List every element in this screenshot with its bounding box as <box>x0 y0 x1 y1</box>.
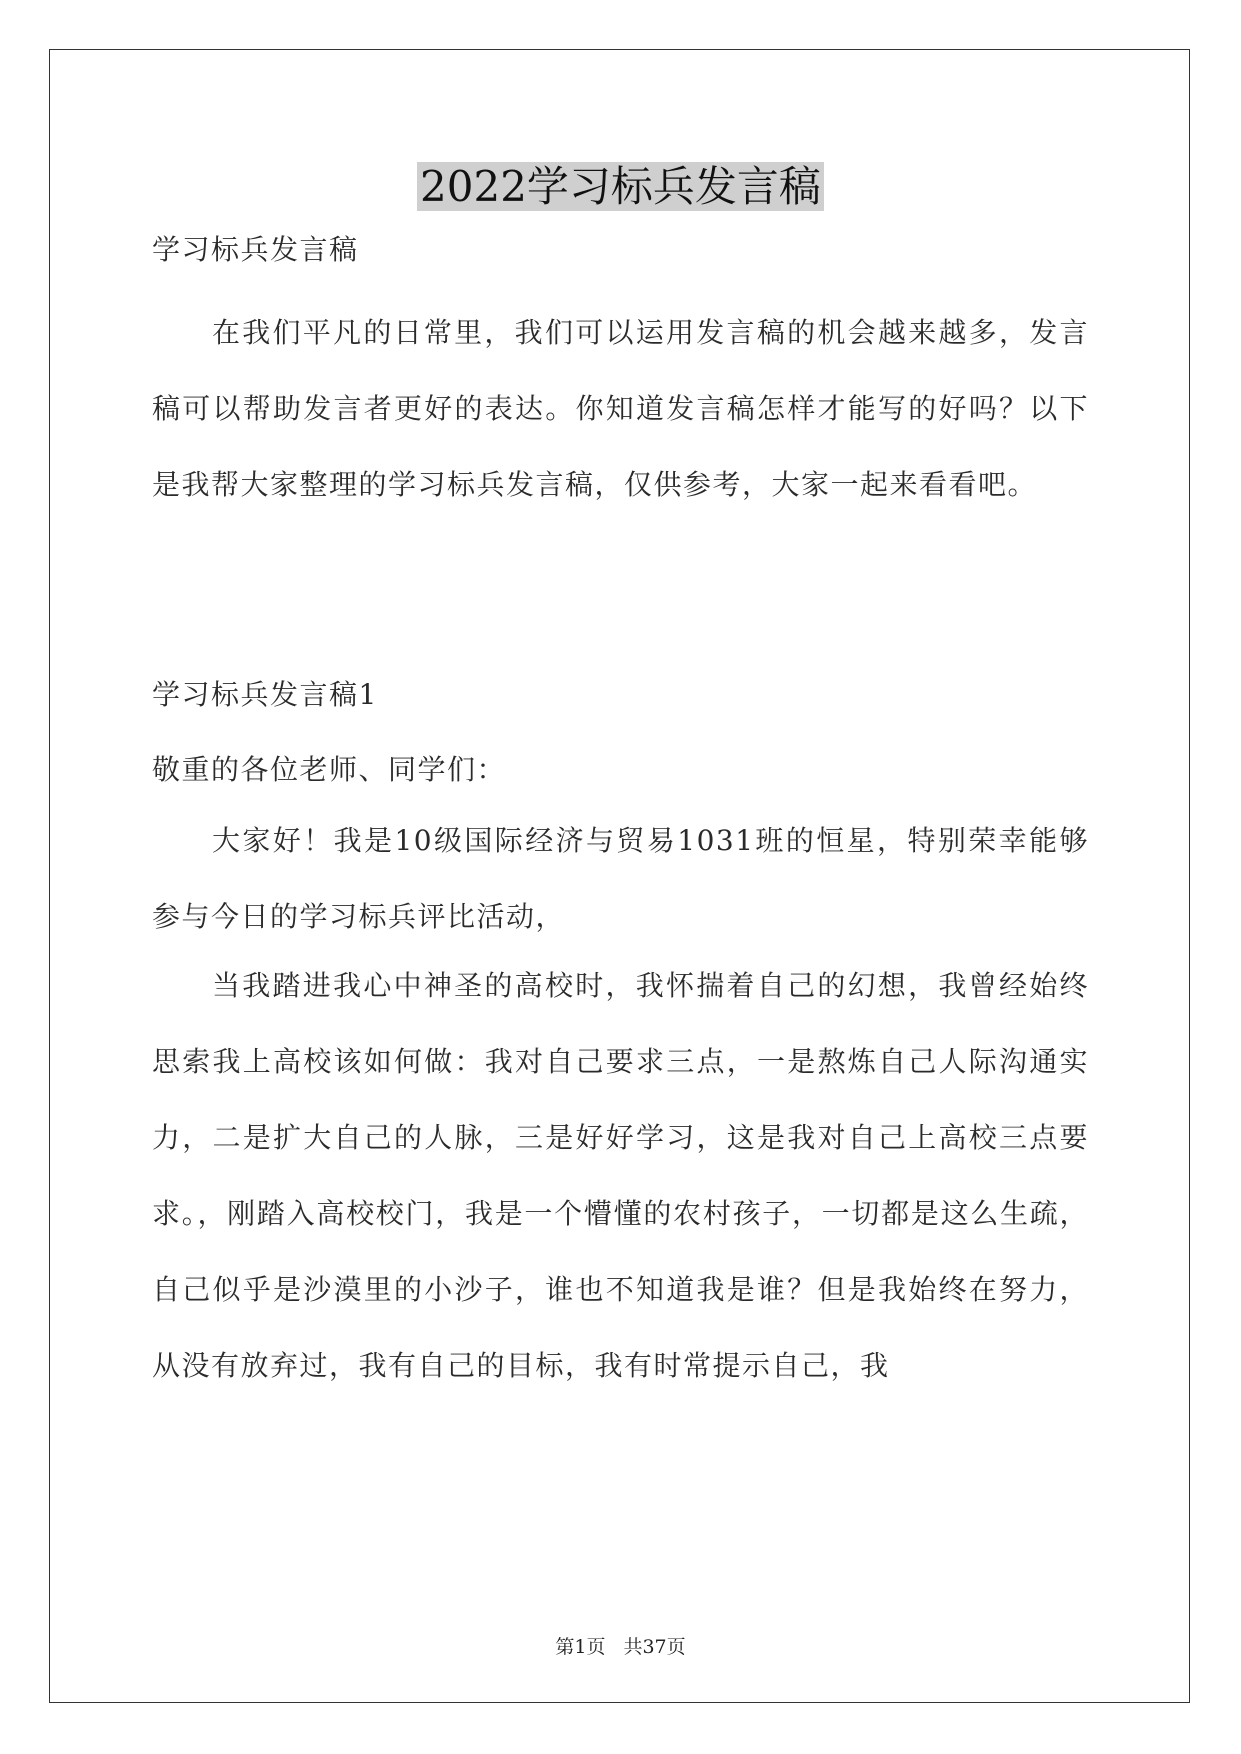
body-paragraph-1: 大家好！我是10级国际经济与贸易1031班的恒星，特别荣幸能够参与今日的学习标兵评比活动， <box>152 824 1089 933</box>
greeting-line: 敬重的各位老师、同学们： <box>152 753 507 786</box>
document-title <box>0 158 1241 216</box>
page-total: 共37页 <box>623 1636 686 1658</box>
page-number: 第1页 <box>555 1636 606 1658</box>
section-heading: 学习标兵发言稿1 <box>152 678 378 711</box>
page-footer <box>0 1632 1241 1659</box>
intro-paragraph: 在我们平凡的日常里，我们可以运用发言稿的机会越来越多，发言稿可以帮助发言者更好的表达。你知道发言稿怎样才能写的好吗？以下是我帮大家整理的学习标兵发言稿，仅供参考，大家一起来看看吧。 <box>152 316 1089 501</box>
document-subtitle: 学习标兵发言稿 <box>152 233 359 266</box>
body-paragraph-2: 当我踏进我心中神圣的高校时，我怀揣着自己的幻想，我曾经始终思索我上高校该如何做：我对自己要求三点，一是熬炼自己人际沟通实力，二是扩大自己的人脉，三是好好学习，这是我对自己上高校三点要求。，刚踏入高校校门，我是一个懵懂的农村孩子，一切都是这么生疏，自己似乎是沙漠里的小沙子，谁也不知道我是谁？但是我始终在努力，从没有放弃过，我有自己的目标，我有时常提示自己，我 <box>152 969 1089 1382</box>
document-title-text: 2022学习标兵发言稿 <box>417 162 824 211</box>
